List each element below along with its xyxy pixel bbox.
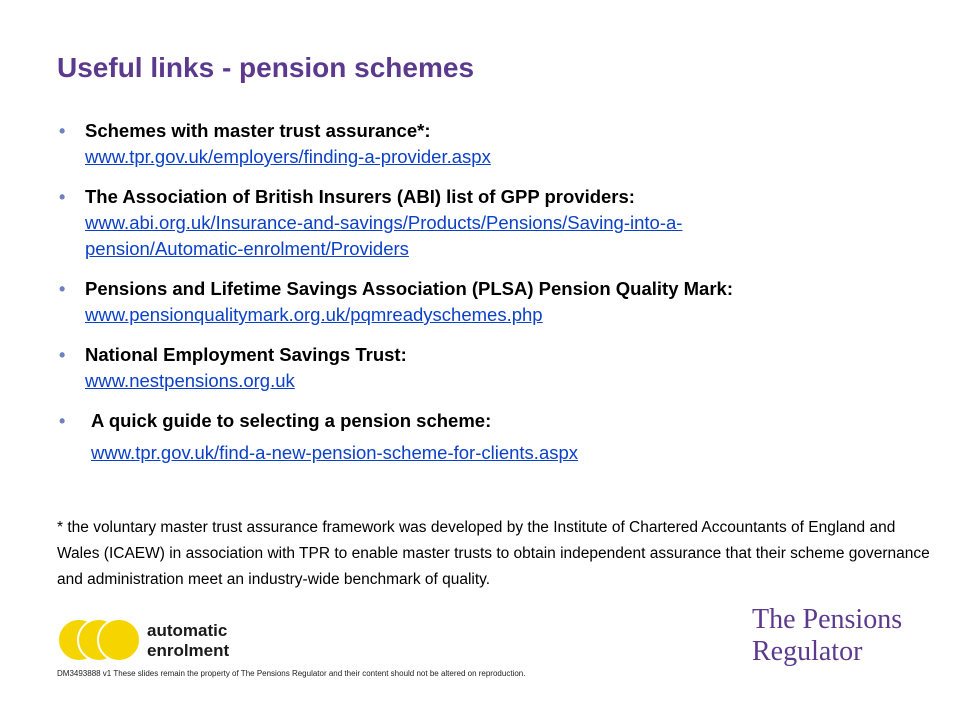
ae-logo-line2: enrolment xyxy=(147,641,230,660)
tpr-logo-line2: Regulator xyxy=(752,636,863,667)
disclaimer: DM3493888 v1 These slides remain the property of The Pensions Regulator and their content should not be altered on reproduction. xyxy=(57,669,526,678)
link-abi-providers[interactable] xyxy=(85,210,937,262)
link-line: pension/Automatic-enrolment/Providers xyxy=(85,238,409,259)
list-item xyxy=(57,408,937,466)
ae-logo-line1: automatic xyxy=(147,621,228,640)
pensions-regulator-logo xyxy=(752,604,902,668)
item-heading: National Employment Savings Trust: xyxy=(85,344,407,365)
automatic-enrolment-logo xyxy=(57,615,277,665)
bullet-icon: • xyxy=(59,279,66,299)
item-heading: The Association of British Insurers (ABI) list of GPP providers: xyxy=(85,186,635,207)
item-heading: Schemes with master trust assurance*: xyxy=(85,120,431,141)
footnote: * the voluntary master trust assurance framework was developed by the Institute of Chartered Accountants of England and Wales (ICAEW) in association with TPR to enable master trusts to obtain independent assurance that their scheme governance and administration meet an industry-wide benchmark of quality. xyxy=(57,519,930,588)
list-item xyxy=(57,276,937,328)
list-item xyxy=(57,184,937,262)
item-heading: Pensions and Lifetime Savings Association (PLSA) Pension Quality Mark: xyxy=(85,278,733,299)
link-finding-a-provider[interactable]: www.tpr.gov.uk/employers/finding-a-provider.aspx xyxy=(85,146,491,167)
tpr-logo-line1: The Pensions xyxy=(752,604,903,635)
link-line: www.abi.org.uk/Insurance-and-savings/Products/Pensions/Saving-into-a- xyxy=(85,212,683,233)
bullet-icon: • xyxy=(59,411,66,431)
page-title: Useful links - pension schemes xyxy=(57,52,475,83)
bullet-icon: • xyxy=(59,345,66,365)
link-find-new-scheme[interactable]: www.tpr.gov.uk/find-a-new-pension-scheme-for-clients.aspx xyxy=(91,442,579,463)
bullet-icon: • xyxy=(59,187,66,207)
links-list xyxy=(57,118,937,480)
item-heading: A quick guide to selecting a pension scheme: xyxy=(91,410,492,431)
link-nest[interactable]: www.nestpensions.org.uk xyxy=(85,370,295,391)
link-pension-quality-mark[interactable]: www.pensionqualitymark.org.uk/pqmreadyschemes.php xyxy=(85,304,543,325)
list-item xyxy=(57,118,937,170)
bullet-icon: • xyxy=(59,121,66,141)
list-item xyxy=(57,342,937,394)
